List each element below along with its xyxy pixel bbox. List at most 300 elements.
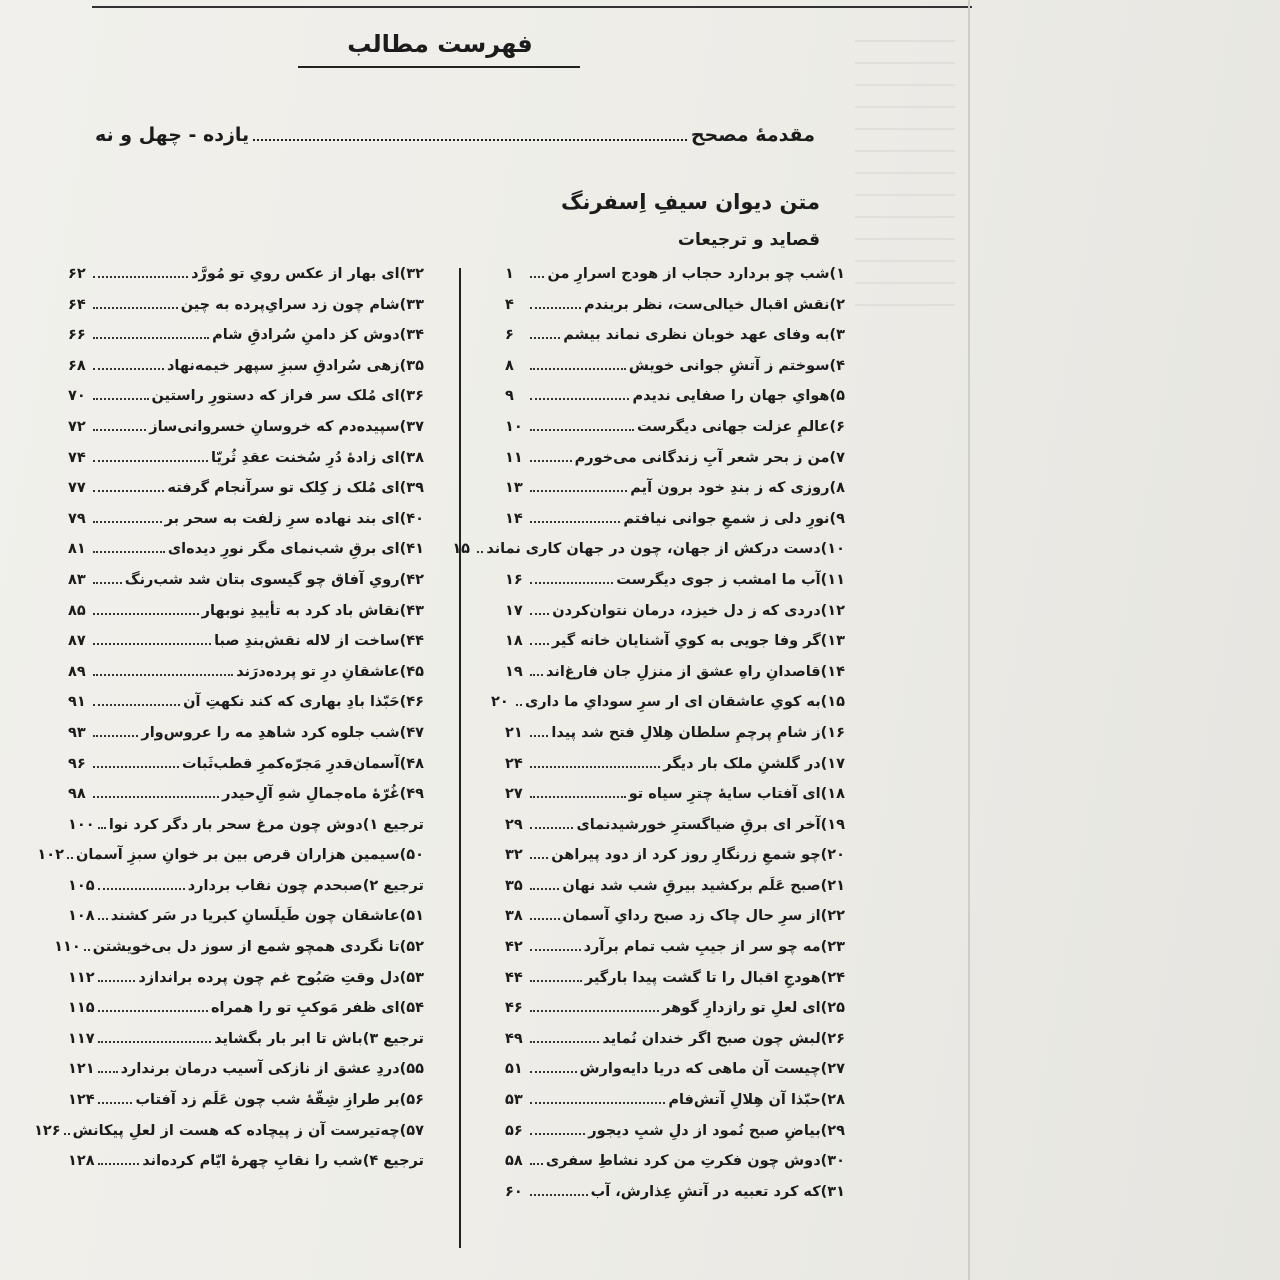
page-edge (968, 0, 970, 1280)
entry-page: ۱۰ (505, 418, 523, 435)
entry-number: ۱۰) (820, 541, 845, 558)
toc-entry (505, 266, 845, 297)
toc-entry (68, 450, 424, 481)
entry-page: ۴۹ (505, 1030, 523, 1047)
section-title: متن دیوان سیفِ اِسفرنگ (560, 190, 820, 214)
entry-number: ۶) (829, 418, 845, 435)
leader-dots (530, 327, 560, 339)
entry-number: ۴۲) (399, 571, 424, 588)
toc-entry (68, 970, 424, 1001)
entry-title: به وفای عهد خوبان نظری نماند بیشم (563, 327, 830, 344)
entry-title: آخر ای برقِ ضیاگسترِ خورشیدنمای (576, 816, 821, 833)
toc-entry (505, 817, 845, 848)
toc-entry (68, 756, 424, 787)
toc-entry (68, 664, 424, 695)
toc-entry (505, 939, 845, 970)
leader-dots (530, 786, 626, 798)
entry-page: ۶۰ (505, 1183, 523, 1200)
entry-number: ۲۹) (820, 1122, 845, 1139)
leader-dots (93, 388, 149, 400)
leader-dots (530, 419, 634, 431)
entry-page: ۱۱۰ (54, 939, 81, 956)
entry-title: هوایِ جهان را صفایی ندیدم (632, 388, 830, 405)
toc-entry (505, 358, 845, 389)
entry-page: ۱۱ (505, 449, 523, 466)
leader-dots (530, 664, 543, 676)
bleed-through-text (855, 40, 955, 310)
leader-dots (98, 1031, 212, 1043)
entry-number: ۱) (829, 266, 845, 282)
toc-entry (68, 266, 424, 297)
leader-dots (84, 939, 90, 951)
entry-page: ۳۲ (505, 847, 523, 864)
toc-entry (505, 786, 845, 817)
toc-entry (505, 908, 845, 939)
entry-page: ۱۰۸ (68, 908, 95, 925)
toc-entry (68, 1031, 424, 1062)
entry-page: ۶۶ (68, 327, 86, 344)
toc-entry (505, 725, 845, 756)
entry-number: ۸) (829, 480, 845, 497)
entry-title: ز شامِ پرچمِ سلطان هِلالِ فتح شد پیدا (551, 724, 821, 741)
entry-number: ۲۱) (820, 877, 845, 894)
entry-number: ۲) (829, 296, 845, 313)
leader-dots (93, 541, 165, 553)
entry-page: ۵۳ (505, 1092, 523, 1109)
toc-entry (452, 541, 845, 572)
entry-title: قاصدانِ راهِ عشق از منزلِ جان فارغ‌اند (546, 663, 821, 680)
toc-entry (68, 1092, 424, 1123)
entry-number: ۲۰) (820, 847, 845, 864)
entry-number: ۳۳) (399, 296, 424, 313)
toc-entry (490, 694, 845, 725)
entry-number: ۳۰) (820, 1153, 845, 1170)
leader-dots (530, 572, 613, 584)
toc-entry (505, 419, 845, 450)
entry-page: ۸۹ (68, 663, 86, 680)
entry-number: ۴۵) (399, 663, 424, 680)
leader-dots (530, 725, 548, 737)
leader-dots (530, 1184, 588, 1196)
toc-entry (505, 572, 845, 603)
entry-page: ۹۸ (68, 786, 86, 803)
entry-number: ۹) (829, 510, 845, 527)
entry-number: ۷) (829, 449, 845, 466)
entry-page: ۱۸ (505, 633, 523, 650)
toc-entry (37, 847, 424, 878)
entry-title: حبّذا آن هِلالِ آتش‌فام (668, 1092, 821, 1109)
leader-dots (93, 266, 188, 278)
entry-page: ۲۹ (505, 816, 523, 833)
entry-number: ۱۹) (820, 816, 845, 833)
toc-entry (68, 786, 424, 817)
entry-page: ۱۱۵ (68, 1000, 95, 1017)
entry-title: زهی سُرادقِ سبزِ سپهر خیمه‌نهاد (166, 357, 400, 374)
leader-dots (93, 480, 164, 492)
toc-entry (505, 970, 845, 1001)
entry-number: ۲۲) (820, 908, 845, 925)
leader-dots (98, 970, 136, 982)
entry-page: ۷۴ (68, 449, 86, 466)
entry-title: به کویِ عاشقان ای ار سرِ سودایِ ما داری (524, 694, 821, 711)
entry-title: ای ظفر مَوکبِ تو را همراه (211, 1000, 400, 1017)
leader-dots (530, 450, 572, 462)
entry-title: تا نگردی همچو شمع از سوز دل بی‌خویشتن (92, 939, 400, 956)
entry-page: ۴۲ (505, 939, 523, 956)
leader-dots (93, 725, 138, 737)
entry-title: دوش چون مرغ سحر بار دگر کرد نوا (108, 816, 363, 833)
leader-dots (530, 970, 582, 982)
entry-page: ۱۲۶ (34, 1122, 61, 1139)
intro-entry (95, 124, 815, 164)
leader-dots (516, 694, 522, 706)
leader-dots (530, 847, 548, 859)
entry-number: ۵۱) (399, 908, 424, 925)
entry-page: ۱۷ (505, 602, 523, 619)
entry-number: ۵۶) (399, 1092, 424, 1109)
entry-page: ۸۷ (68, 633, 86, 650)
leader-dots (530, 1092, 665, 1104)
entry-number: ۱۱) (820, 571, 845, 588)
leader-dots (67, 847, 73, 859)
entry-number: ۳۲) (399, 266, 424, 282)
entry-number: ۳۷) (399, 418, 424, 435)
leader-dots (64, 1123, 70, 1135)
entry-number: ۲۸) (820, 1092, 845, 1109)
entry-title: روزی که ز بندِ خود برون آیم (630, 480, 830, 497)
entry-page: ۹۱ (68, 694, 86, 711)
leader-dots (93, 450, 208, 462)
leader-dots (530, 756, 660, 768)
entry-title: شب را نقابِ چهرهٔ ایّام کرده‌اند (142, 1153, 363, 1170)
entry-number: ۴۸) (399, 755, 424, 772)
entry-number: ترجیع ۴) (362, 1153, 424, 1170)
toc-entry (68, 694, 424, 725)
entry-number: ۳۵) (399, 357, 424, 374)
entry-number: ۵۲) (399, 939, 424, 956)
entry-number: ۴۰) (399, 510, 424, 527)
leader-dots (93, 786, 219, 798)
entry-number: ۵۴) (399, 1000, 424, 1017)
toc-entry (54, 939, 424, 970)
entry-number: ۲۳) (820, 939, 845, 956)
entry-title: نقاش باد کرد به تأییدِ نوبهار (201, 602, 400, 619)
entry-number: ۱۲) (820, 602, 845, 619)
entry-page: ۸ (505, 357, 514, 374)
entry-title: دوش چون فکرتِ من کرد نشاطِ سفری (545, 1153, 821, 1170)
toc-entry (505, 388, 845, 419)
column-divider (459, 268, 461, 1248)
leader-dots (530, 817, 573, 829)
page-title: فهرست مطالب (347, 30, 533, 58)
entry-page: ۱۳ (505, 480, 523, 497)
entry-number: ۳۹) (399, 480, 424, 497)
toc-entry (505, 878, 845, 909)
entry-title: لبش چون صبح اگر خندان نُماید (602, 1030, 821, 1047)
entry-page: ۵۱ (505, 1061, 523, 1078)
toc-entry (505, 1092, 845, 1123)
toc-entry (505, 1061, 845, 1092)
toc-entry (68, 908, 424, 939)
entry-title: از سرِ حال چاک زد صبح ردایِ آسمان (562, 908, 821, 925)
toc-entry (505, 1184, 845, 1215)
leader-dots (530, 358, 626, 370)
entry-number: ۱۶) (820, 724, 845, 741)
entry-page: ۲۷ (505, 786, 523, 803)
entry-page: ۶ (505, 327, 514, 344)
entry-page: ۱۲۱ (68, 1061, 95, 1078)
leader-dots (530, 633, 549, 645)
leader-dots (98, 908, 108, 920)
leader-dots (98, 878, 185, 890)
toc-right-column (452, 266, 845, 1214)
intro-label: مقدمهٔ مصحح (690, 124, 815, 146)
entry-number: ۳) (829, 327, 845, 344)
leader-dots (93, 603, 199, 615)
entry-title: دوش کز دامنِ سُرادقِ شام (212, 327, 400, 344)
entry-title: حَبّذا بادِ بهاری که کند نکهتِ آن (183, 694, 400, 711)
toc-entry (68, 480, 424, 511)
entry-title: من ز بحر شعر آبِ زندگانی می‌خورم (574, 449, 830, 466)
entry-title: گر وفا جویی به کویِ آشنایان خانه گیر (551, 633, 821, 650)
leader-dots (93, 358, 164, 370)
toc-entry (68, 878, 424, 909)
toc-entry (68, 633, 424, 664)
entry-title: ساخت از لاله نقش‌بندِ صبا (214, 633, 400, 650)
toc-entry (68, 1061, 424, 1092)
entry-page: ۱۱۷ (68, 1030, 95, 1047)
toc-entry (505, 480, 845, 511)
toc-entry (68, 388, 424, 419)
leader-dots (93, 327, 209, 339)
entry-title: غُرّهٔ ماه‌جمالِ شهِ آلِ‌حیدر (222, 786, 400, 803)
entry-title: سپیده‌دم که خروسانِ خسروانی‌ساز (149, 418, 400, 435)
entry-number: ۴۶) (399, 694, 424, 711)
entry-title: چیست آن ماهی که دریا دایه‌وارش (579, 1061, 821, 1078)
leader-dots (253, 125, 687, 141)
entry-page: ۷۹ (68, 510, 86, 527)
toc-entry (505, 297, 845, 328)
entry-page: ۸۵ (68, 602, 86, 619)
toc-entry (68, 725, 424, 756)
entry-number: ۱۳) (820, 633, 845, 650)
entry-title: بیاضِ صبح نُمود از دلِ شبِ دیجور (588, 1122, 821, 1139)
entry-number: ۳۴) (399, 327, 424, 344)
entry-number: ۴۴) (399, 633, 424, 650)
entry-number: ۵) (829, 388, 845, 405)
leader-dots (93, 664, 233, 676)
toc-entry (505, 633, 845, 664)
entry-title: چو شمعِ زرنگارِ روز کرد از دود پیراهن (551, 847, 821, 864)
entry-title: شب چو بردارد حجاب از هودج اسرارِ من (547, 266, 830, 282)
toc-entry (505, 847, 845, 878)
entry-title: ای زادهٔ دُرِ سُخنت عقدِ ثُریّا (211, 449, 400, 466)
entry-page: ۷۰ (68, 388, 86, 405)
entry-page: ۵۶ (505, 1122, 523, 1139)
leader-dots (530, 1061, 577, 1073)
entry-page: ۲۰ (490, 694, 509, 711)
entry-number: ۳۸) (399, 449, 424, 466)
toc-entry (505, 450, 845, 481)
entry-number: ۱۴) (820, 663, 845, 680)
toc-left-column (34, 266, 424, 1184)
toc-entry (505, 511, 845, 542)
entry-title: شب جلوه کرد شاهدِ مه را عروس‌وار (141, 724, 400, 741)
leader-dots (93, 511, 162, 523)
toc-entry (68, 511, 424, 542)
entry-page: ۱۶ (505, 571, 523, 588)
entry-number: ۳۶) (399, 388, 424, 405)
leader-dots (93, 297, 178, 309)
entry-title: سیمین هزاران قرص بین بر خوانِ سبزِ آسمان (75, 847, 400, 864)
leader-dots (530, 603, 549, 615)
toc-entry (68, 572, 424, 603)
entry-page: ۶۴ (68, 296, 86, 313)
entry-page: ۸۱ (68, 541, 86, 558)
leader-dots (530, 297, 581, 309)
leader-dots (530, 878, 559, 890)
entry-number: ۲۴) (820, 969, 845, 986)
toc-entry (505, 664, 845, 695)
leader-dots (98, 1153, 140, 1165)
entry-number: ترجیع ۳) (362, 1030, 424, 1047)
entry-page: ۱۰۲ (37, 847, 64, 864)
toc-entry (505, 1153, 845, 1184)
entry-page: ۲۴ (505, 755, 523, 772)
leader-dots (530, 511, 620, 523)
entry-title: نقش اقبال خیالی‌ست، نظر بربندم (584, 296, 830, 313)
leader-dots (98, 1000, 208, 1012)
entry-number: ترجیع ۱) (362, 816, 424, 833)
entry-page: ۱۴ (505, 510, 523, 527)
toc-entry (505, 756, 845, 787)
entry-title: باش تا ابر بار بگشاید (214, 1030, 363, 1047)
entry-title: بر طرازِ شِقّهٔ شب چون عَلَم زد آفتاب (135, 1092, 400, 1109)
entry-page: ۳۵ (505, 877, 523, 894)
entry-page: ۶۸ (68, 357, 86, 374)
leader-dots (530, 908, 560, 920)
entry-title: چه‌تیرست آن ز پیچاده که هست از لعلِ پیکانش (72, 1122, 400, 1139)
entry-page: ۴ (505, 296, 514, 313)
entry-page: ۷۷ (68, 480, 86, 497)
leader-dots (98, 817, 106, 829)
entry-page: ۱۲۸ (68, 1153, 95, 1170)
toc-entry (34, 1122, 424, 1154)
entry-title: ای مُلک ز کِلک تو سرآنجام گرفته (167, 480, 400, 497)
entry-page: ۷۲ (68, 418, 86, 435)
entry-title: مه چو سر از جیبِ شب تمام برآرد (583, 939, 821, 956)
toc-entry (505, 1000, 845, 1031)
entry-number: ۲۶) (820, 1030, 845, 1047)
toc-entry (505, 603, 845, 634)
entry-page: ۹۶ (68, 755, 86, 772)
entry-page: ۱۰۰ (68, 816, 95, 833)
entry-title: نورِ دلی ز شمعِ جوانی نیافتم (623, 510, 830, 527)
leader-dots (530, 1123, 585, 1135)
entry-title: سوختم ز آتشِ جوانی خویش (628, 357, 830, 374)
entry-title: ای بهار از عکس رویِ تو مُورَّد (191, 266, 400, 282)
entry-page: ۱۰۵ (68, 877, 95, 894)
leader-dots (93, 572, 122, 584)
entry-page: ۲۱ (505, 724, 523, 741)
leader-dots (93, 694, 180, 706)
leader-dots (530, 1031, 599, 1043)
leader-dots (530, 939, 581, 951)
entry-title: دست درکش از جهان، چون در جهان کاری نماند (486, 541, 821, 558)
entry-number: ۵۰) (399, 847, 424, 864)
entry-number: ۵۷) (399, 1122, 424, 1139)
entry-page: ۴۴ (505, 969, 523, 986)
entry-number: ۴) (829, 357, 845, 374)
entry-title: که کرد تعبیه در آتشِ عِذارش، آب (590, 1183, 821, 1200)
entry-title: صبح عَلَم برکشید بیرقِ شب شد نهان (562, 877, 821, 894)
leader-dots (98, 1061, 118, 1073)
entry-title: ای برقِ شب‌نمای مگر نورِ دیده‌ای (167, 541, 400, 558)
entry-number: ۴۷) (399, 724, 424, 741)
leader-dots (93, 633, 211, 645)
entry-page: ۹ (505, 388, 514, 405)
section-subtitle: قصاید و ترجیعات (677, 230, 820, 250)
entry-page: ۱۱۲ (68, 969, 95, 986)
entry-title: دردِ عشق از نازکی آسیب درمان برندارد (120, 1061, 400, 1078)
toc-entry (68, 817, 424, 848)
leader-dots (477, 541, 483, 553)
entry-page: ۵۸ (505, 1153, 523, 1170)
entry-number: ۵۳) (399, 969, 424, 986)
entry-number: ۱۸) (820, 786, 845, 803)
entry-title: آسمان‌قدرِ مَجرّه‌کمرِ قطب‌ثَبات (182, 755, 400, 772)
entry-title: ای بند نهاده سرِ زلفت به سحر بر (164, 510, 400, 527)
entry-page: ۳۸ (505, 908, 523, 925)
entry-page: ۸۳ (68, 571, 86, 588)
leader-dots (530, 480, 627, 492)
entry-title: آب ما امشب ز جوی دیگرست (616, 571, 821, 588)
entry-number: ۴۱) (399, 541, 424, 558)
entry-page: ۹۳ (68, 724, 86, 741)
entry-page: ۱ (505, 266, 514, 282)
entry-page: ۴۶ (505, 1000, 523, 1017)
entry-number: ۵۵) (399, 1061, 424, 1078)
entry-number: ۱۷) (820, 755, 845, 772)
entry-page: ۱۲۴ (68, 1092, 95, 1109)
toc-entry (68, 419, 424, 450)
entry-page: ۱۵ (452, 541, 471, 558)
entry-title: ای لعلِ تو رازدارِ گوهر (662, 1000, 821, 1017)
leader-dots (530, 1000, 659, 1012)
leader-dots (98, 1092, 133, 1104)
toc-entry (505, 1123, 845, 1154)
entry-number: ۴۹) (399, 786, 424, 803)
toc-entry (68, 358, 424, 389)
entry-page: ۶۲ (68, 266, 86, 282)
title-underline (298, 66, 580, 68)
entry-title: رویِ آفاق چو گیسوی بتان شد شب‌رنگ (124, 571, 400, 588)
entry-title: عاشقان چون طَیلَسانِ کبریا در سَر کشند (110, 908, 400, 925)
leader-dots (93, 756, 179, 768)
entry-number: ۱۵) (820, 694, 845, 711)
top-rule (92, 6, 972, 8)
toc-entry (68, 1000, 424, 1031)
entry-title: صبحدم چون نقاب بردارد (187, 877, 363, 894)
toc-entry (68, 1153, 424, 1184)
entry-title: عاشقانِ درِ تو پرده‌درَند (236, 663, 400, 680)
entry-title: شام چون زد سرایِ‌پرده به چین (180, 296, 400, 313)
leader-dots (530, 388, 629, 400)
toc-entry (68, 603, 424, 634)
entry-title: دل وقتِ صَبُوح غم چون پرده براندازد (138, 969, 400, 986)
leader-dots (530, 266, 544, 278)
entry-number: ۴۳) (399, 602, 424, 619)
